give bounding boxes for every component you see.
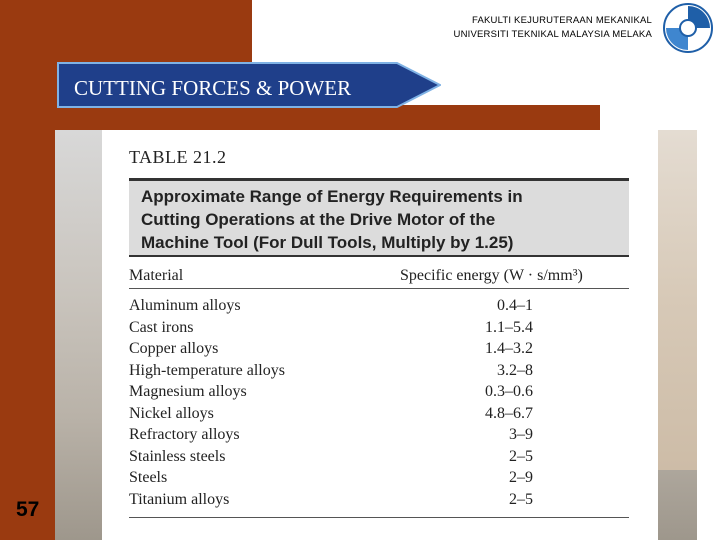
energy-cell: 3.2–8	[497, 361, 533, 379]
table-row	[129, 297, 629, 319]
energy-cell: 4.8–6.7	[485, 404, 533, 422]
table-row	[129, 491, 629, 513]
table-row	[129, 405, 629, 427]
table-row	[129, 448, 629, 470]
table-panel	[102, 130, 658, 540]
material-cell: Aluminum alloys	[129, 297, 241, 314]
material-cell: Copper alloys	[129, 340, 219, 357]
material-cell: Stainless steels	[129, 447, 226, 465]
energy-cell: 2–5	[509, 447, 533, 465]
material-cell: Nickel alloys	[129, 404, 214, 422]
column-header-material: Material	[129, 267, 184, 284]
material-cell: Refractory alloys	[129, 426, 240, 443]
table-row	[129, 426, 629, 448]
material-cell: Cast irons	[129, 318, 194, 336]
table-row	[129, 383, 629, 405]
energy-cell: 3–9	[509, 426, 533, 443]
caption-line-3: Machine Tool (For Dull Tools, Multiply by 1.25)	[141, 233, 514, 252]
table-body	[129, 297, 629, 512]
material-cell: Steels	[129, 469, 168, 486]
material-cell: Titanium alloys	[129, 490, 230, 508]
table-bottom-rule	[129, 517, 629, 518]
table-row	[129, 469, 629, 491]
table-row	[129, 319, 629, 341]
caption-line-1: Approximate Range of Energy Requirements in	[141, 187, 523, 206]
energy-cell: 1.1–5.4	[485, 318, 533, 336]
energy-cell: 2–5	[509, 490, 533, 508]
energy-cell: 0.3–0.6	[485, 383, 533, 400]
table-row	[129, 340, 629, 362]
energy-cell: 0.4–1	[497, 297, 533, 314]
page-number: 57	[16, 498, 40, 521]
column-header-specific-energy: Specific energy (W · s/mm³)	[400, 267, 583, 284]
material-cell: Magnesium alloys	[129, 383, 247, 400]
table-header-rule	[129, 255, 629, 257]
table-caption-box	[129, 181, 629, 255]
table-column-rule	[129, 288, 629, 289]
header-line-2: UNIVERSITI TEKNIKAL MALAYSIA MELAKA	[453, 29, 652, 40]
faculty-header	[454, 14, 652, 42]
material-cell: High-temperature alloys	[129, 361, 285, 379]
energy-cell: 2–9	[509, 469, 533, 486]
table-label: TABLE 21.2	[129, 147, 227, 167]
table-row	[129, 362, 629, 384]
caption-line-2: Cutting Operations at the Drive Motor of the	[141, 210, 496, 229]
energy-cell: 1.4–3.2	[485, 340, 533, 357]
university-logo-icon	[662, 2, 714, 54]
table-caption	[141, 185, 621, 254]
header-line-1: FAKULTI KEJURUTERAAN MEKANIKAL	[471, 15, 652, 26]
slide-title: CUTTING FORCES & POWER	[74, 76, 352, 100]
